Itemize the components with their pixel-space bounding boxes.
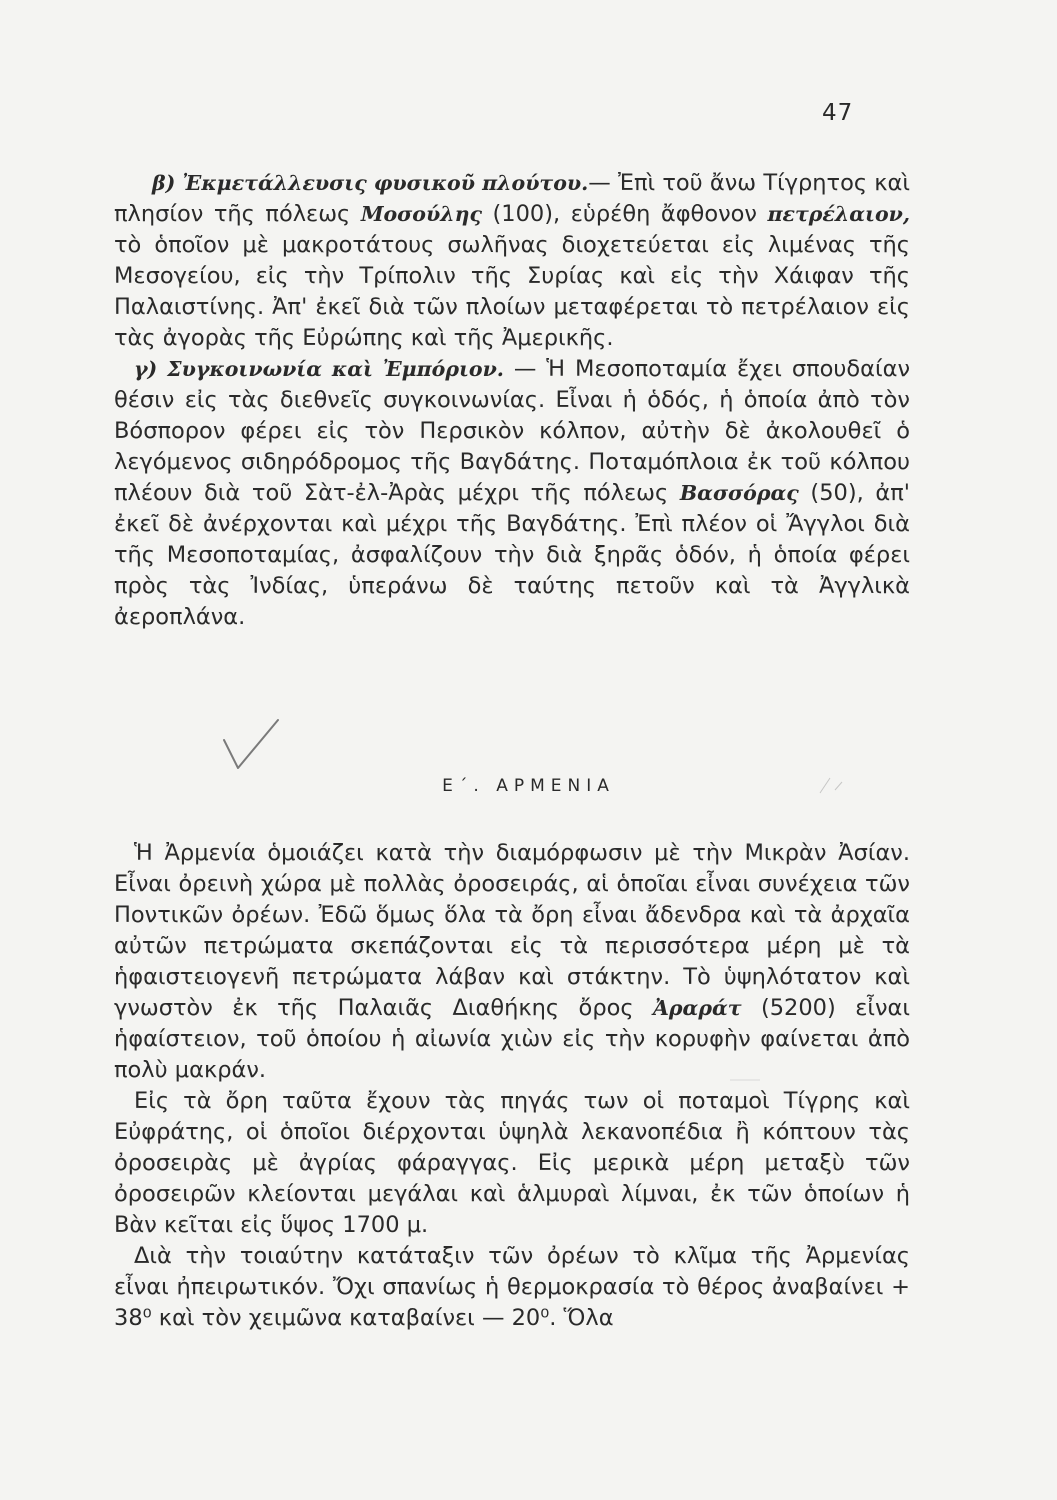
mountain-ararat: Ἀραράτ	[653, 996, 742, 1020]
paragraph-armenia-climate: Διὰ τὴν τοιαύτην κατάταξιν τῶν ὀρέων τὸ κλῖμα τῆς Ἀρμενίας εἶναι ἠπειρωτικόν. Ὄχι σπανίως ἡ θερμοκρασία τὸ θέρος ἀναβαίνει + 38⁰ καὶ τὸν χειμῶνα καταβαίνει — 20⁰. Ὅλα	[114, 1243, 910, 1331]
text-block-mesopotamia	[114, 168, 910, 633]
text-run: (5200) εἶναι ἡφαίστειον, τοῦ ὁποίου ἡ αἰωνία χιὼν εἰς τὴν κορυφὴν φαίνεται ἀπὸ πολὺ μακράν.	[114, 995, 910, 1083]
paragraph-communication-trade	[114, 354, 910, 633]
paragraph-natural-wealth	[114, 168, 910, 354]
text-run: — Ἡ Μεσοποταμία ἔχει σπουδαίαν θέσιν εἰς τὰς διεθνεῖς συγκοινωνίας. Εἶναι ἡ ὁδός, ἡ ὁποία ἀπὸ τὸν Βόσπορον φέρει εἰς τὸν Περσικὸν κόλπον, αὐτὴν δὲ ἀκολουθεῖ ὁ λεγόμενος σιδηρόδρομος τῆς Βαγδάτης. Ποταμόπλοια ἐκ τοῦ κόλπου πλέουν διὰ τοῦ Σὰτ-ἐλ-Ἀρὰς μέχρι τῆς πόλεως	[114, 356, 911, 506]
city-basra: Βασσόρας	[679, 481, 799, 505]
paragraph-armenia-rivers: Εἰς τὰ ὄρη ταῦτα ἔχουν τὰς πηγάς των οἱ ποταμοὶ Τίγρης καὶ Εὐφράτης, οἱ ὁποῖοι διέρχονται ὑψηλὰ λεκανοπέδια ἢ κόπτουν τὰς ὀροσειρὰς μὲ ἀγρίας φάραγγας. Εἰς μερικὰ μέρη μεταξὺ τῶν ὀροσειρῶν κλείονται μεγάλαι καὶ ἁλμυραὶ λίμναι, ἐκ τῶν ὁποίων ἡ Βὰν κεῖται εἰς ὕψος 1700 μ.	[114, 1088, 910, 1238]
text-run: (50), ἀπ' ἐκεῖ δὲ ἀνέρχονται καὶ μέχρι τῆς Βαγδάτης. Ἐπὶ πλέον οἱ Ἄγγλοι διὰ τῆς Μεσοποταμίας, ἀσφαλίζουν τὴν διὰ ξηρᾶς ὁδόν, ἡ ὁποία φέρει πρὸς τὰς Ἰνδίας, ὑπεράνω δὲ ταύτης πετοῦν καὶ τὰ Ἀγγλικὰ ἀεροπλάνα.	[114, 480, 910, 630]
text-run: τὸ ὁποῖον μὲ μακροτάτους σωλῆνας διοχετεύεται εἰς λιμένας τῆς Μεσογείου, εἰς τὴν Τρίπολιν τῆς Συρίας καὶ εἰς τὴν Χάιφαν τῆς Παλαιστίνης. Ἀπ' ἐκεῖ διὰ τῶν πλοίων μεταφέρεται τὸ πετρέλαιον εἰς τὰς ἀγορὰς τῆς Εὐρώπης καὶ τῆς Ἀμερικῆς.	[114, 232, 910, 351]
paragraph-armenia-relief	[114, 838, 910, 1086]
city-mosul: Μοσούλης	[360, 202, 482, 226]
text-run: — Ἐπὶ τοῦ ἄνω Τίγρητος καὶ πλησίον τῆς πόλεως	[114, 170, 910, 227]
text-run: Ἡ Ἀρμενία ὁμοιάζει κατὰ τὴν διαμόρφωσιν μὲ τὴν Μικρὰν Ἀσίαν. Εἶναι ὀρεινὴ χώρα μὲ πολλὰς ὀροσειράς, αἱ ὁποῖαι εἶναι συνέχεια τῶν Ποντικῶν ὀρέων. Ἐδῶ ὅμως ὅλα τὰ ὄρη εἶναι ἄδενδρα καὶ τὰ ἀρχαῖα αὐτῶν πετρώματα σκεπάζονται εἰς τὰ περισσότερα μέρη μὲ τὰ ἡφαιστειογενῆ πετρώματα λάβαν καὶ στάκτην. Τὸ ὑψηλότατον καὶ γνωστὸν ἐκ τῆς Παλαιᾶς Διαθήκης ὄρος	[114, 840, 910, 1021]
page-number: 47	[822, 100, 854, 126]
heading-natural-wealth: β) Ἐκμετάλλευσις φυσικοῦ πλούτου.	[152, 171, 589, 195]
heading-communication-trade: γ) Συγκοινωνία καὶ Ἐμπόριον.	[134, 357, 504, 381]
text-block-armenia	[114, 838, 910, 1334]
term-petroleum: πετρέλαιον,	[767, 202, 910, 226]
section-title-armenia: Ε΄. ΑΡΜΕΝΙΑ	[442, 776, 615, 796]
text-run: (100), εὑρέθη ἄφθονον	[481, 201, 768, 227]
handwritten-checkmark-icon	[222, 716, 280, 776]
